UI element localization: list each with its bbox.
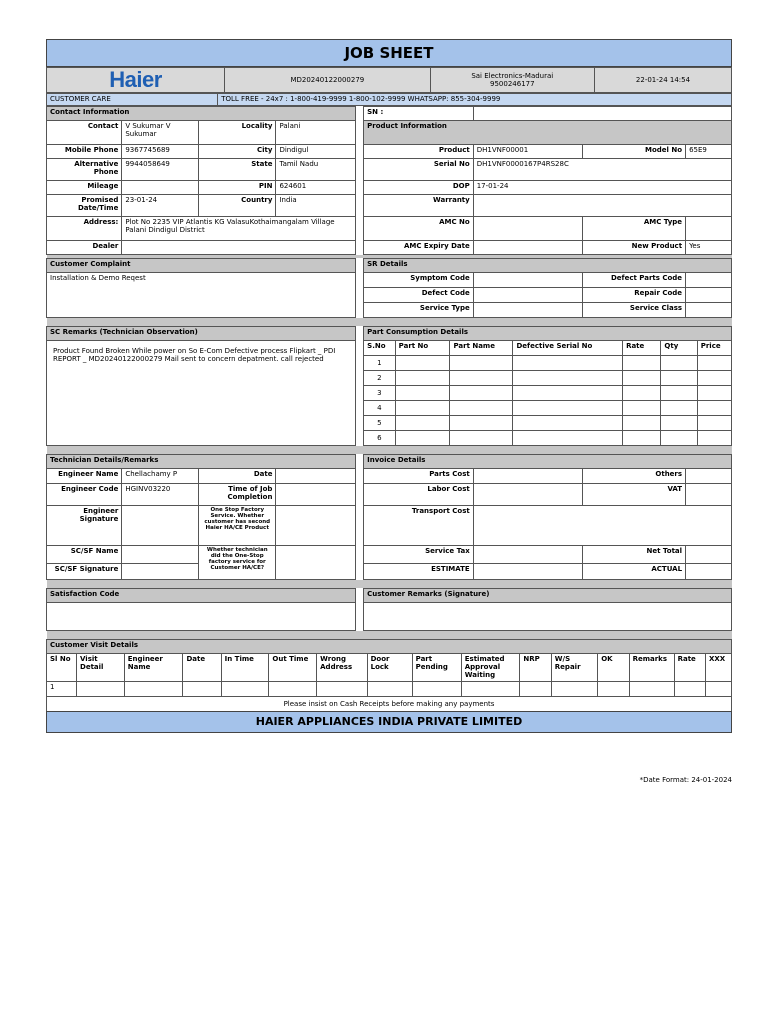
job-sheet [46,39,732,733]
new-product-value: Yes [686,241,732,255]
complaint-text: Installation & Demo Reqest [47,273,356,318]
model-label: Model No [583,145,686,159]
engineer-code-value: HGINV03220 [122,484,199,506]
visit-header-out-time: Out Time [269,654,317,682]
alt-phone-label: Alternative Phone [47,159,122,181]
visit-header-visit-detail: Visit Detail [77,654,125,682]
parts-sno: 2 [364,371,396,386]
satisfaction-section-header: Satisfaction Code [47,589,356,603]
visit-header-wrong-address: Wrong Address [317,654,367,682]
parts-header-part-name: Part Name [450,341,513,356]
vat-value [686,484,732,506]
parts-sno: 3 [364,386,396,401]
parts-cost-label: Parts Cost [364,469,474,484]
contact-section-header: Contact Information [47,107,356,121]
mobile-value: 9367745689 [122,145,199,159]
amc-no-label: AMC No [364,217,474,241]
visit-header-engineer-name: Engineer Name [124,654,183,682]
country-label: Country [199,195,276,217]
net-total-value [686,546,732,564]
customer-remarks-section-header: Customer Remarks (Signature) [364,589,732,603]
sc-remarks-section-header: SC Remarks (Technician Observation) [47,327,356,341]
service-type-label: Service Type [364,303,474,318]
one-stop-done-answer [276,546,355,580]
table-row [47,682,732,697]
amc-type-label: AMC Type [583,217,686,241]
city-label: City [199,145,276,159]
date-label: Date [199,469,276,484]
symptom-code-value [473,273,583,288]
job-datetime: 22-01-24 14:54 [594,68,731,93]
invoice-section-header: Invoice Details [364,455,732,469]
visit-header-date: Date [183,654,221,682]
date-value [276,469,355,484]
mobile-label: Mobile Phone [47,145,122,159]
job-completion-value [276,484,355,506]
serial-label: Serial No [364,159,474,181]
parts-header-part-no: Part No [395,341,450,356]
repair-code-label: Repair Code [583,288,686,303]
visit-header-slno: Sl No [47,654,77,682]
engineer-signature-value [122,506,199,546]
defect-code-value [473,288,583,303]
parts-header-rate: Rate [623,341,661,356]
sn-value [473,107,731,121]
address-value: Plot No 2235 VIP Atlantis KG ValasuKothaimangalam Village Palani Dindigul District [122,217,356,241]
locality-label: Locality [199,121,276,145]
engineer-name-label: Engineer Name [47,469,122,484]
model-value: 65E9 [686,145,732,159]
parts-sno: 4 [364,401,396,416]
visit-row-slno: 1 [47,682,77,697]
repair-code-value [686,288,732,303]
sn-label: SN : [364,107,474,121]
promised-value: 23-01-24 [122,195,199,217]
mileage-label: Mileage [47,181,122,195]
mileage-value [122,181,199,195]
visit-header-part-pending: Part Pending [412,654,461,682]
parts-sno: 6 [364,431,396,446]
scsf-signature-value [122,564,199,580]
haier-logo: Haier [47,68,225,93]
scsf-name-label: SC/SF Name [47,546,122,564]
scsf-signature-label: SC/SF Signature [47,564,122,580]
serial-value: DH1VNF0000167P4RS28C [473,159,731,181]
sr-section-header: SR Details [364,259,732,273]
date-format-note: *Date Format: 24-01-2024 [639,776,732,784]
dealer-value [122,241,356,255]
product-section-header: Product Information [364,121,732,145]
net-total-label: Net Total [583,546,686,564]
labor-cost-label: Labor Cost [364,484,474,506]
satisfaction-code-value [47,603,356,631]
state-label: State [199,159,276,181]
engineer-name-value: Chellachamy P [122,469,199,484]
warranty-label: Warranty [364,195,474,217]
promised-label: Promised Date/Time [47,195,122,217]
others-label: Others [583,469,686,484]
dealer-phone: 9500246177 [490,80,535,88]
dealer-info [430,68,594,93]
actual-label: ACTUAL [583,564,686,580]
dealer-label: Dealer [47,241,122,255]
toll-free-numbers: TOLL FREE - 24x7 : 1-800-419-9999 1-800-102-9999 WHATSAPP: 855-304-9999 [218,94,732,106]
service-tax-label: Service Tax [364,546,474,564]
estimate-value [473,564,583,580]
one-stop-question: One Stop Factory Service. Whether customer has second Haier HA/CE Product [199,506,276,546]
cash-receipt-note: Please insist on Cash Receipts before making any payments [47,697,732,711]
tech-section-header: Technician Details/Remarks [47,455,356,469]
defect-parts-label: Defect Parts Code [583,273,686,288]
visit-section-header: Customer Visit Details [47,640,732,654]
country-value: India [276,195,355,217]
customer-care-label: CUSTOMER CARE [47,94,218,106]
visit-header-ws-repair: W/S Repair [551,654,597,682]
engineer-signature-label: Engineer Signature [47,506,122,546]
warranty-value [473,195,731,217]
parts-section-header: Part Consumption Details [364,327,732,341]
symptom-code-label: Symptom Code [364,273,474,288]
actual-value [686,564,732,580]
contact-value: V Sukumar V Sukumar [122,121,199,145]
header-table [46,67,732,93]
complaint-section-header: Customer Complaint [47,259,356,273]
visit-header-ok: OK [598,654,629,682]
contact-product-table [46,106,732,326]
parts-sno: 1 [364,356,396,371]
service-class-label: Service Class [583,303,686,318]
address-label: Address: [47,217,122,241]
dop-value: 17-01-24 [473,181,731,195]
visit-header-estimated-approval: Estimated Approval Waiting [461,654,520,682]
product-label: Product [364,145,474,159]
one-stop-done-question: Whether technician did the One-Stop factory service for Customer HA/CE? [199,546,276,580]
product-value: DH1VNF00001 [473,145,583,159]
parts-sno: 5 [364,416,396,431]
parts-cost-value [473,469,583,484]
estimate-label: ESTIMATE [364,564,474,580]
labor-cost-value [473,484,583,506]
visit-header-door-lock: Door Lock [367,654,412,682]
visit-header-in-time: In Time [221,654,269,682]
job-number: MD20240122000279 [225,68,431,93]
contact-label: Contact [47,121,122,145]
amc-expiry-label: AMC Expiry Date [364,241,474,255]
page-title: JOB SHEET [46,39,732,67]
defect-parts-value [686,273,732,288]
dealer-name: Sai Electronics-Madurai [471,72,554,80]
job-completion-label: Time of Job Completion [199,484,276,506]
transport-cost-value [473,506,731,546]
alt-phone-value: 9944058649 [122,159,199,181]
transport-cost-label: Transport Cost [364,506,474,546]
service-tax-value [473,546,583,564]
service-class-value [686,303,732,318]
amc-no-value [473,217,583,241]
parts-header-qty: Qty [661,341,697,356]
visit-header-nrp: NRP [520,654,551,682]
one-stop-answer [276,506,355,546]
dop-label: DOP [364,181,474,195]
visit-header-xxx: XXX [705,654,731,682]
defect-code-label: Defect Code [364,288,474,303]
scsf-name-value [122,546,199,564]
amc-expiry-value [473,241,583,255]
parts-header-price: Price [697,341,731,356]
engineer-code-label: Engineer Code [47,484,122,506]
visit-table [46,639,732,711]
service-type-value [473,303,583,318]
parts-header-defective-serial: Defective Serial No [513,341,623,356]
parts-header-sno: S.No [364,341,396,356]
pin-label: PIN [199,181,276,195]
visit-header-remarks: Remarks [629,654,674,682]
amc-type-value [686,217,732,241]
company-name-footer: HAIER APPLIANCES INDIA PRIVATE LIMITED [46,711,732,733]
customer-remarks-value [364,603,732,631]
customer-care-bar [46,93,732,106]
others-value [686,469,732,484]
locality-value: Palani [276,121,355,145]
state-value: Tamil Nadu [276,159,355,181]
new-product-label: New Product [583,241,686,255]
technician-invoice-table [46,454,732,639]
vat-label: VAT [583,484,686,506]
remarks-parts-table [46,326,732,454]
sc-remarks-text: Product Found Broken While power on So E-Com Defective process Flipkart _ PDI REPORT _ MD20240122000279 Mail sent to concern depatment. call rejected [47,341,356,446]
visit-header-rate: Rate [674,654,705,682]
pin-value: 624601 [276,181,355,195]
city-value: Dindigul [276,145,355,159]
